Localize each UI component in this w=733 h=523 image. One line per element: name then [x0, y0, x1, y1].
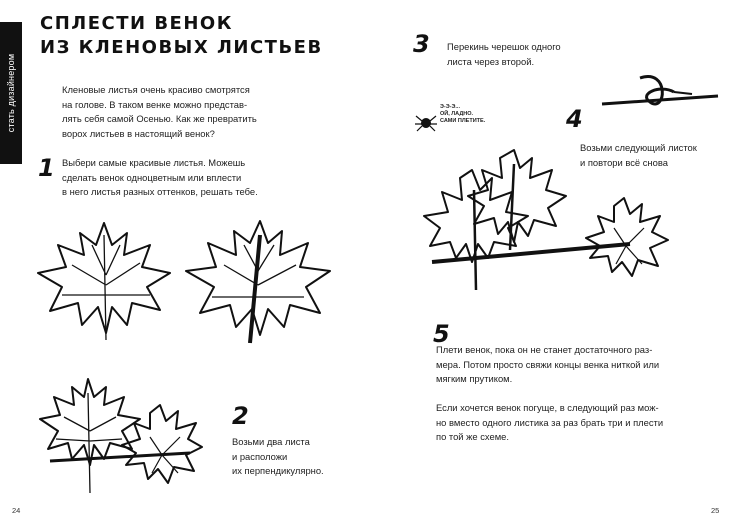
- title-line-2: ИЗ КЛЕНОВЫХ ЛИСТЬЕВ: [40, 37, 323, 58]
- step-text-line: сделать венок одноцветным или вплести: [62, 171, 242, 183]
- page-title: [40, 12, 323, 60]
- step-text-line: Плети венок, пока он не станет достаточного раз-: [436, 344, 653, 355]
- maple-leaf-illustration: [180, 215, 335, 345]
- tip-line: Если хочется венок погуще, в следующий раз мож-: [436, 402, 659, 413]
- step-text-line: Возьми два листа: [232, 436, 310, 447]
- step-text-line: в него листья разных оттенков, решать тебе.: [62, 186, 258, 198]
- step-text-line: Возьми следующий листок: [580, 142, 697, 153]
- stem-knot-illustration: [600, 70, 720, 115]
- step-text-line: их перпендикулярно.: [232, 465, 324, 477]
- step-text-line: и расположи: [232, 450, 288, 462]
- spider-speech-line: САМИ ПЛЕТИТЕ.: [440, 118, 486, 124]
- step-text-line: мягким прутиком.: [436, 373, 513, 385]
- page-number-left: 24: [12, 506, 21, 515]
- step-1-number: 1: [38, 154, 55, 182]
- step-4-number: 4: [566, 105, 583, 133]
- intro-line: на голове. В таком венке можно представ-: [62, 98, 248, 110]
- step-5-text: [436, 343, 659, 387]
- step-1-text: [62, 156, 258, 200]
- step-5-number: 5: [433, 320, 450, 348]
- step-text-line: Выбери самые красивые листья. Можешь: [62, 157, 246, 168]
- intro-paragraph: [62, 83, 257, 141]
- intro-line: лять себя самой Осенью. Как же превратить: [62, 113, 257, 125]
- spider-speech-line: ОЙ, ЛАДНО.: [440, 111, 474, 117]
- step-2-number: 2: [232, 402, 249, 430]
- leaf-chain-illustration: [430, 150, 690, 300]
- step-text-line: и повтори всё снова: [580, 156, 668, 168]
- title-line-1: СПЛЕСТИ ВЕНОК: [40, 13, 233, 34]
- tip-line: по той же схеме.: [436, 431, 509, 443]
- step-2-text: [232, 435, 324, 479]
- step-3-number: 3: [413, 30, 430, 58]
- section-tab-label: стать дизайнером: [6, 53, 16, 133]
- step-text-line: мера. Потом просто свяжи концы венка ниткой или: [436, 358, 660, 370]
- maple-leaf-illustration: [32, 215, 177, 345]
- intro-line: ворох листьев в настоящий венок?: [62, 127, 215, 139]
- section-tab: [0, 22, 22, 164]
- step-text-line: листа через второй.: [447, 55, 535, 67]
- tip-paragraph: [436, 401, 663, 445]
- page-number-right: 25: [711, 506, 720, 515]
- two-leaves-perpendicular-illustration: [40, 375, 205, 500]
- tip-line: но вместо одного листика за раз брать три и плести: [436, 416, 664, 428]
- step-3-text: [447, 40, 561, 69]
- step-text-line: Перекинь черешок одного: [447, 41, 561, 52]
- spider-icon: [414, 110, 438, 134]
- spider-speech-line: Э-Э-Э...: [440, 104, 460, 110]
- intro-line: Кленовые листья очень красиво смотрятся: [62, 84, 250, 95]
- spider-speech: [440, 104, 485, 125]
